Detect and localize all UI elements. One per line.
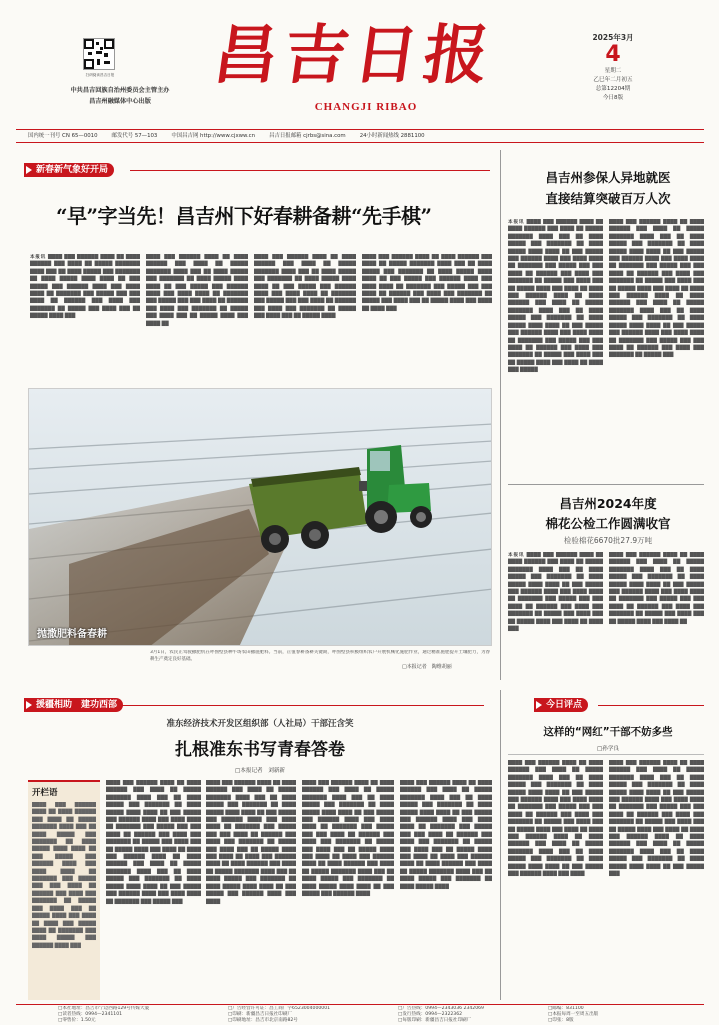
right-story-2-byline: 本报讯 [508, 553, 525, 558]
right-story-2-headline-1: 昌吉州2024年度 [559, 496, 657, 511]
photo-credit: □本报记者 陶维胡丽 [402, 664, 452, 670]
column-intro-body: ████ ███ ██████ ████ ██ ████ ██████ ███ ████ ██ █████ ███████ ████ ███ ██ ████ █████ ███ ███████ ██ ████ █████ ████ ████ ██ ███ █████ ███ ██████ ████ ███ ████ ████ ██ ███████ ███ █████ ███ ███ ████ ██ ██████ ███ ████ ███ ███████ ██ █████ ███ ████ ███ ██ █████ ████ ███ ████ ██ ████ ███ █████ ████ ██ ███████ ███ ████ █████ ███ ██████ ████ ███ [32, 803, 96, 949]
page-count: 今日8版 [602, 95, 624, 101]
footer-print-per-page: □每版印刷：新疆昌吉日报社印刷厂 [398, 1018, 472, 1024]
info-cn-number: 国内统一刊号 CN 65—0010 [28, 133, 98, 139]
footer-distribution-hotline: □发行热线：0994—2322362 [398, 1012, 463, 1018]
section-tag-aid-xinjiang: 援疆相助 建功西部 [24, 698, 123, 712]
qr-caption: 扫码阅读昌吉日报 [85, 73, 115, 77]
sponsor-line-2: 昌吉州融媒体中心出版 [89, 98, 151, 105]
column-intro-box [28, 780, 100, 1000]
info-website[interactable]: 中国昌吉网 http://www.cjxww.cn [171, 133, 256, 139]
bottom-kicker: 准东经济技术开发区组织部（人社局）干部汪含笑 [166, 719, 354, 729]
right-story-2-subhead: 检验棉花6670批27.9万吨 [563, 536, 653, 545]
lead-photo [28, 388, 492, 646]
lead-body-col-1: 本报讯 ████ ███ ██████ ████ ██ ████ ██████ ███ ████ ██ █████ ███████ ████ ███ ██ ████ █████ ███ ███████ ██ ████ █████ ████ ████ ██ ███ █████ ███ ██████ ████ ███ ████ ████ ██ ███████ ███ █████ ███ ███ ████ ██ ██████ ███ ████ ███ ███████ ██ █████ ███ ████ ███ ██ █████ ████ ███ [30, 255, 140, 320]
weekday: 星期二 [604, 68, 622, 74]
sponsor-line-1: 中共昌吉回族自治州委员会主管主办 [70, 87, 170, 94]
year-month: 2025年3月 [592, 33, 634, 42]
footer-info [58, 1006, 698, 1025]
right-story-2-body-col-1: 本报讯 ████ ███ ██████ ████ ██ ████ ██████ ███ ████ ██ █████ ███████ ████ ███ ██ ████ █████ ███ ███████ ██ ████ █████ ████ ████ ██ ███ █████ ███ ██████ ████ ███ ████ ████ ██ ███████ ███ █████ ███ ███ ████ ██ ██████ ███ ████ ███ ███████ ██ █████ ███ ████ ███ ██ █████ ████ ███ ████ ██ ████ ███ [508, 553, 603, 633]
footer-postcode: □邮编：831100 [548, 1006, 584, 1011]
lead-body-col-3: ████ ███ ██████ ████ ██ ████ ██████ ███ ████ ██ █████ ███████ ████ ███ ██ ████ █████ ███ ███████ ██ ████ █████ ████ ████ ██ ███ █████ ███ ██████ ████ ███ ████ ████ ██ ███████ ███ █████ ███ ███ ████ ██ ██████ ███ ████ ███ ███████ ██ █████ ███ ████ ███ ██ █████ ████ [254, 255, 356, 320]
commentary-body-col-1: ████ ███ ██████ ████ ██ ████ ██████ ███ ████ ██ █████ ███████ ████ ███ ██ ████ █████ ███ ███████ ██ ████ █████ ████ ████ ██ ███ █████ ███ ██████ ████ ███ ████ ████ ██ ███████ ███ █████ ███ ███ ████ ██ ██████ ███ ████ ███ ███████ ██ █████ ███ ████ ███ ██ █████ ████ ███ ████ ██ ████ ███ ██████ ████ ██ ████ ██████ ███ ████ ██ █████ ███████ ████ ███ ██ ████ █████ ███ ███████ ██ ████ █████ ████ ████ ██ ███ █████ ███ ██████ ████ ███ ████ [508, 761, 603, 878]
footer-reader-hotline: □读者热线：0994—2341101 [58, 1012, 123, 1018]
bottom-body-col-1: ████ ███ ██████ ████ ██ ████ ██████ ███ ████ ██ █████ ███████ ████ ███ ██ ████ █████ ███ ███████ ██ ████ █████ ████ ████ ██ ███ █████ ███ ██████ ████ ███ ████ ████ ██ ███████ ███ █████ ███ ███ ████ ██ ██████ ███ ████ ███ ███████ ██ █████ ███ ████ ███ ██ █████ ████ ███ ████ ██ ████ ███ ██████ ████ ██ ████ ██████ ███ ████ ██ █████ ███████ ████ ███ ██ ████ █████ ███ ███████ ██ ████ █████ ████ ████ ██ ███ █████ ███ ██████ ████ ███ ████ ████ ██ ███████ ███ █████ ███ [106, 781, 201, 905]
info-hotline: 24小时新闻热线 2881100 [359, 133, 425, 139]
footer-publish-schedule: □本报每周一至周五出版 [548, 1012, 599, 1018]
footer-ad-license: □广告经营许可证：昌工商广字6523004000001 [228, 1006, 331, 1011]
lunar-date: 乙巳年二月初五 [593, 77, 633, 83]
newspaper-pinyin: CHANGJI RIBAO [314, 101, 418, 113]
qr-code [83, 38, 115, 70]
bottom-headline: 扎根准东书写青春答卷 [175, 740, 345, 760]
lead-body-col-4: ████ ███ ██████ ████ ██ ████ ██████ ███ ████ ██ █████ ███████ ████ ███ ██ ████ █████ ███ ███████ ██ ████ █████ ████ ████ ██ ███ █████ ███ ██████ ████ ███ ████ ████ ██ ███████ ███ █████ ███ ███ ████ ██ ██████ ███ ████ ███ ███████ ██ █████ ███ ████ ███ ██ █████ ████ ███ ████ ██ ████ ███ [362, 255, 492, 312]
footer-ad-hotline: □广告热线：0994—2343036 2342069 [398, 1006, 484, 1011]
footer-sheets: □印张：8版 [548, 1018, 574, 1024]
lead-body-col-2: ████ ███ ██████ ████ ██ ████ ██████ ███ ████ ██ █████ ███████ ████ ███ ██ ████ █████ ███ ███████ ██ ████ █████ ████ ████ ██ ███ █████ ███ ██████ ████ ███ ████ ████ ██ ███████ ███ █████ ███ ███ ████ ██ ██████ ███ ████ ███ ███████ ██ █████ ███ ████ ███ ██ █████ ████ ███ ████ ██ [146, 255, 248, 327]
commentary-headline: 这样的“网红”干部不妨多些 [543, 726, 673, 738]
right-story-1-body-col-1: 本报讯 ████ ███ ██████ ████ ██ ████ ██████ ███ ████ ██ █████ ███████ ████ ███ ██ ████ █████ ███ ███████ ██ ████ █████ ████ ████ ██ ███ █████ ███ ██████ ████ ███ ████ ████ ██ ███████ ███ █████ ███ ███ ████ ██ ██████ ███ ████ ███ ███████ ██ █████ ███ ████ ███ ██ █████ ████ ███ ████ ██ ████ ███ ██████ ████ ██ ████ ██████ ███ ████ ██ █████ ███████ ████ ███ ██ ████ █████ ███ ███████ ██ ████ █████ ████ ████ ██ ███ █████ ███ ██████ ████ ███ ████ ████ ██ ███████ ███ █████ ███ ███ ████ ██ ██████ ███ ████ ███ ███████ ██ █████ ███ ████ ███ ██ █████ ████ ███ ████ ██ ████ ███ █████ [508, 220, 603, 374]
commentary-author: □孙学良 [596, 746, 620, 752]
section-tag-new-spring: 新春新气象好开局 [24, 163, 114, 177]
issue-number: 总第12204期 [595, 86, 631, 92]
commentary-body-col-2: ████ ███ ██████ ████ ██ ████ ██████ ███ ████ ██ █████ ███████ ████ ███ ██ ████ █████ ███ ███████ ██ ████ █████ ████ ████ ██ ███ █████ ███ ██████ ████ ███ ████ ████ ██ ███████ ███ █████ ███ ███ ████ ██ ██████ ███ ████ ███ ███████ ██ █████ ███ ████ ███ ██ █████ ████ ███ ████ ██ ████ ███ ██████ ████ ██ ████ ██████ ███ ████ ██ █████ ███████ ████ ███ ██ ████ █████ ███ ███████ ██ ████ █████ ████ ████ ██ ███ █████ ███ [609, 761, 704, 878]
info-email[interactable]: 昌吉日报邮箱 cjrbs@sina.com [269, 133, 346, 139]
right-story-2-headline-2: 棉花公检工作圆满收官 [545, 516, 671, 531]
right-story-2-body-col-2: ████ ███ ██████ ████ ██ ████ ██████ ███ ████ ██ █████ ███████ ████ ███ ██ ████ █████ ███ ███████ ██ ████ █████ ████ ████ ██ ███ █████ ███ ██████ ████ ███ ████ ████ ██ ███████ ███ █████ ███ ███ ████ ██ ██████ ███ ████ ███ ███████ ██ █████ ███ ████ ███ ██ █████ ████ ███ ████ ██ [609, 553, 704, 625]
lead-byline: 本报讯 [30, 255, 46, 260]
right-story-1-headline-2: 直接结算突破百万人次 [545, 191, 671, 206]
bottom-body-col-2: ████ ███ ██████ ████ ██ ████ ██████ ███ ████ ██ █████ ███████ ████ ███ ██ ████ █████ ███ ███████ ██ ████ █████ ████ ████ ██ ███ █████ ███ ██████ ████ ███ ████ ████ ██ ███████ ███ █████ ███ ███ ████ ██ ██████ ███ ████ ███ ███████ ██ █████ ███ ████ ███ ██ █████ ████ ███ ████ ██ ████ ███ ██████ ████ ██ ████ ██████ ███ ████ ██ █████ ███████ ████ ███ ██ ████ █████ ███ ███████ ██ ████ █████ ████ ████ ██ ███ █████ ███ ██████ ████ ███ ████ [206, 781, 296, 905]
footer-price: □零售价：1.50元 [58, 1018, 96, 1024]
day-number: 4 [605, 42, 621, 67]
bottom-body-col-4: ████ ███ ██████ ████ ██ ████ ██████ ███ ████ ██ █████ ███████ ████ ███ ██ ████ █████ ███ ███████ ██ ████ █████ ████ ████ ██ ███ █████ ███ ██████ ████ ███ ████ ████ ██ ███████ ███ █████ ███ ███ ████ ██ ██████ ███ ████ ███ ███████ ██ █████ ███ ████ ███ ██ █████ ████ ███ ████ ██ ████ ███ ██████ ████ ██ ████ ██████ ███ ████ ██ █████ ███████ ████ ███ ██ ████ █████ ███ ███████ ██ ████ █████ ████ [400, 781, 492, 890]
right-story-1-byline: 本报讯 [508, 220, 525, 225]
column-intro-title: 开栏语 [32, 788, 58, 798]
section-tag-commentary: 今日评点 [534, 698, 588, 712]
bottom-byline: □本报记者 刘新新 [234, 768, 286, 774]
footer-printer: □印刷：新疆昌吉日报社印刷厂 [228, 1012, 293, 1018]
right-story-1-headline-1: 昌吉州参保人异地就医 [545, 170, 671, 185]
footer-address: □本社地址：昌吉市宁边西路129号传媒大厦 [58, 1006, 150, 1011]
lead-headline: “早”字当先！昌吉州下好春耕备耕“先手棋” [56, 204, 432, 228]
info-postal-code: 邮发代号 57—103 [111, 133, 158, 139]
photo-title: 抛撒肥料备春耕 [37, 629, 107, 640]
right-story-1-body-col-2: ████ ███ ██████ ████ ██ ████ ██████ ███ ████ ██ █████ ███████ ████ ███ ██ ████ █████ ███ ███████ ██ ████ █████ ████ ████ ██ ███ █████ ███ ██████ ████ ███ ████ ████ ██ ███████ ███ █████ ███ ███ ████ ██ ██████ ███ ████ ███ ███████ ██ █████ ███ ████ ███ ██ █████ ████ ███ ████ ██ ████ ███ ██████ ████ ██ ████ ██████ ███ ████ ██ █████ ███████ ████ ███ ██ ████ █████ ███ ███████ ██ ████ █████ ████ ████ ██ ███ █████ ███ ██████ ████ ███ ████ ████ ██ ███████ ███ █████ ███ ███ ████ ██ ██████ ███ ████ ███ ███████ ██ █████ ███ [609, 220, 704, 359]
footer-print-address: □印刷地址：昌吉市北京南路82号 [228, 1018, 298, 1024]
newspaper-logo: 昌吉日报 [208, 18, 500, 93]
info-bar [28, 131, 708, 139]
bottom-body-col-3: ████ ███ ██████ ████ ██ ████ ██████ ███ ████ ██ █████ ███████ ████ ███ ██ ████ █████ ███ ███████ ██ ████ █████ ████ ████ ██ ███ █████ ███ ██████ ████ ███ ████ ████ ██ ███████ ███ █████ ███ ███ ████ ██ ██████ ███ ████ ███ ███████ ██ █████ ███ ████ ███ ██ █████ ████ ███ ████ ██ ████ ███ ██████ ████ ██ ████ ██████ ███ ████ ██ █████ ███████ ████ ███ ██ ████ █████ ███ ███████ ██ ████ █████ ████ ████ ██ ███ █████ ███ ██████ ████ [302, 781, 394, 898]
photo-caption: 3月1日，农民正驾驶撒肥机在呼图壁县种牛场农田撒施肥料。当前，正值春耕备耕关键期，呼图壁县积极组织农户开展机械化施肥作业，通过精准施肥提升土壤肥力，为春耕生产奠定良好基础。 [150, 650, 490, 662]
issue-date-block [568, 32, 658, 103]
